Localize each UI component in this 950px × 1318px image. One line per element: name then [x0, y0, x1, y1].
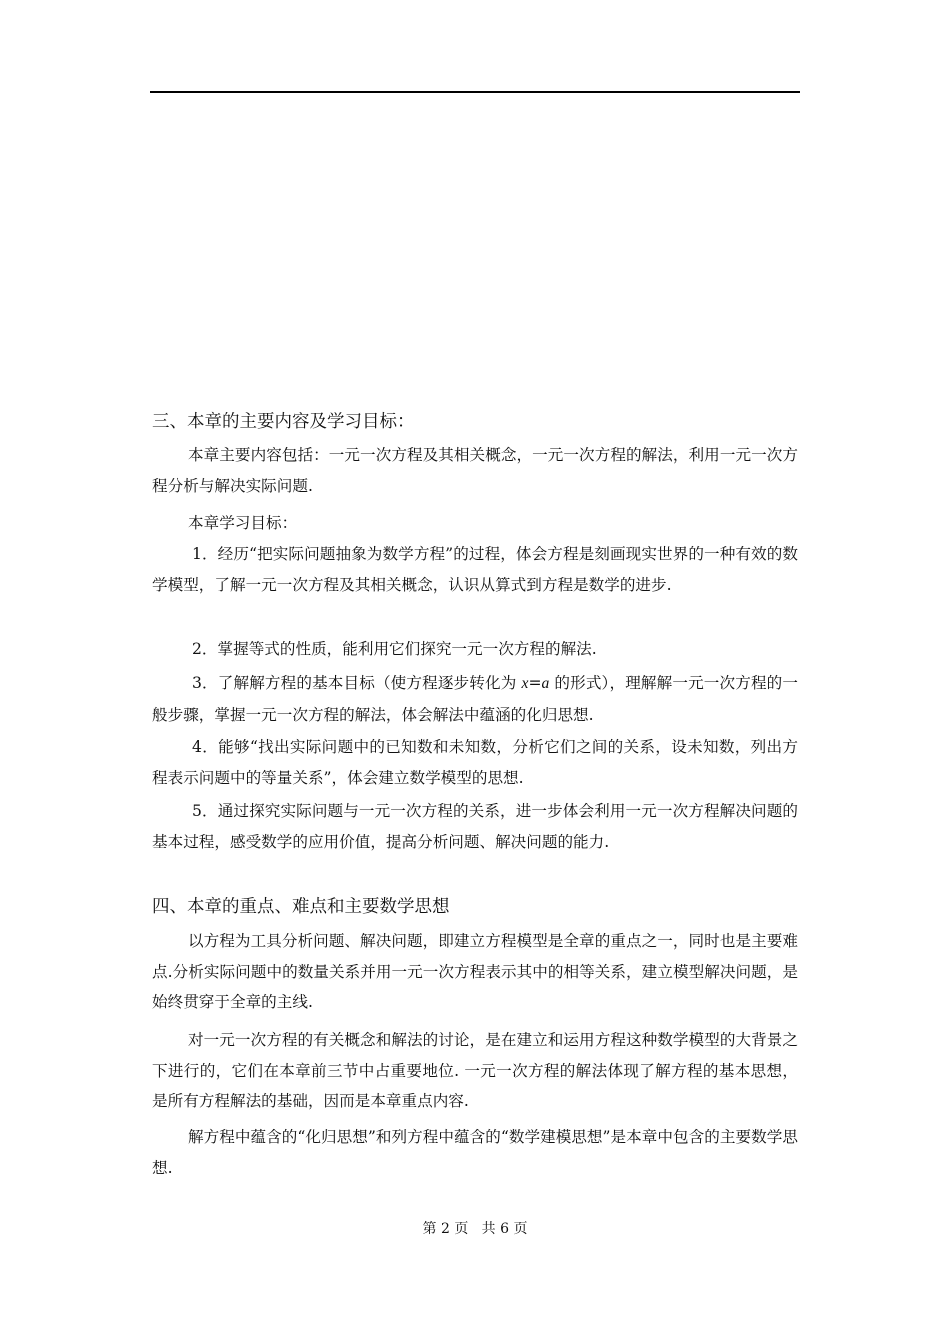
section4-para-1: 以方程为工具分析问题、解决问题，即建立方程模型是全章的重点之一，同时也是主要难点.分析实际问题中的数量关系并用一元一次方程表示其中的相等关系，建立模型解决问题，是始终贯穿于全章的主线. — [152, 932, 798, 1011]
goal3-math-eq: = — [528, 674, 542, 692]
section4-para-3: 解方程中蕴含的“化归思想”和列方程中蕴含的“数学建模思想”是本章中包含的主要数学思想. — [152, 1128, 798, 1177]
section3-goal-2: 2．掌握等式的性质，能利用它们探究一元一次方程的解法. — [192, 640, 597, 658]
section3-goal-5: 5．通过探究实际问题与一元一次方程的关系，进一步体会利用一元一次方程解决问题的基本过程，感受数学的应用价值，提高分析问题、解决问题的能力. — [152, 802, 798, 851]
section3-heading: 三、本章的主要内容及学习目标： — [152, 412, 415, 432]
section3-goal-1: 1．经历“把实际问题抽象为数学方程”的过程，体会方程是刻画现实世界的一种有效的数学模型，了解一元一次方程及其相关概念，认识从算式到方程是数学的进步. — [152, 545, 798, 594]
section3-goal-4: 4．能够“找出实际问题中的已知数和未知数，分析它们之间的关系，设未知数，列出方程表示问题中的等量关系”，体会建立数学模型的思想. — [152, 738, 798, 787]
page-footer: 第 2 页 共 6 页 — [422, 1221, 528, 1237]
section4-para-2: 对一元一次方程的有关概念和解法的讨论，是在建立和运用方程这种数学模型的大背景之下进行的，它们在本章前三节中占重要地位. 一元一次方程的解法体现了解方程的基本思想，是所有方程解法的基础，因而是本章重点内容. — [152, 1031, 798, 1110]
goal3-text-before: 3．了解解方程的基本目标（使方程逐步转化为 — [192, 674, 522, 692]
header-rule — [150, 91, 800, 93]
section3-goal-3 — [152, 668, 798, 730]
goal3-text-after: 的形式），理解解一元一次方程的一般步骤，掌握一元一次方程的解法，体会解法中蕴涵的化归思想. — [152, 674, 798, 724]
goal3-math-x: x — [521, 675, 529, 692]
section3-goals-label: 本章学习目标： — [188, 514, 298, 532]
goal3-math-a: a — [541, 675, 550, 692]
section4-heading: 四、本章的重点、难点和主要数学思想 — [152, 897, 450, 917]
section3-content: 本章主要内容包括：一元一次方程及其相关概念，一元一次方程的解法，利用一元一次方程分析与解决实际问题. — [152, 446, 798, 495]
